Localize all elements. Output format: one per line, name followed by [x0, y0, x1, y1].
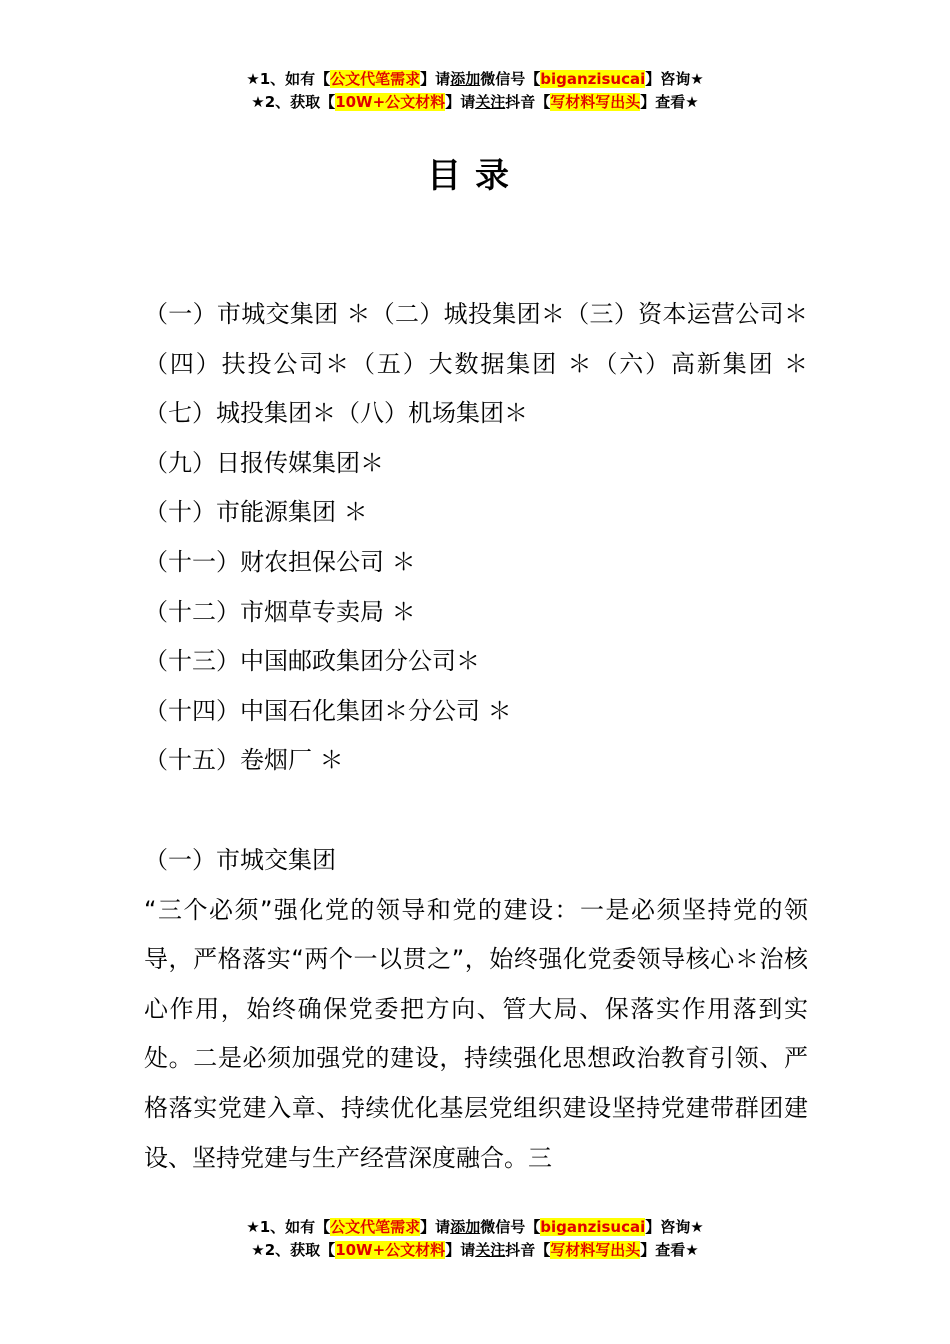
page-title: 目录 [427, 156, 523, 196]
toc-item: （十二）市烟草专卖局 ＊ [144, 597, 416, 626]
header-banner [0, 68, 950, 114]
highlight-wechat-id: biganzisucai [540, 70, 646, 88]
section-heading: （一）市城交集团 [144, 846, 336, 874]
banner-line-2: ★2、获取【10W+公文材料】请关注抖音【写材料写出头】查看★ [251, 93, 699, 111]
banner-line-2: ★2、获取【10W+公文材料】请关注抖音【写材料写出头】查看★ [251, 1241, 699, 1259]
highlight-materials: 10W+公文材料 [335, 1241, 446, 1259]
section-city-transport-group [144, 836, 808, 1183]
toc-item: （十三）中国邮政集团分公司＊ [144, 647, 480, 676]
toc-item: （十五）卷烟厂 ＊ [144, 746, 344, 775]
toc-item: （十）市能源集团 ＊ [144, 498, 368, 527]
toc-item: （十一）财农担保公司 ＊ [144, 547, 416, 576]
table-of-contents [144, 290, 808, 786]
highlight-wechat-id: biganzisucai [540, 1218, 646, 1236]
toc-first-paragraph: （一）市城交集团 ＊（二）城投集团＊（三）资本运营公司＊（四）扶投公司＊（五）大数据集团 ＊（六）高新集团 ＊（七）城投集团＊（八）机场集团＊ [144, 300, 808, 428]
section-paragraph: “三个必须”强化党的领导和党的建设：一是必须坚持党的领导，严格落实“两个一以贯之”，始终强化党委领导核心＊治核心作用，始终确保党委把方向、管大局、保落实作用落到实处。二是必须加强党的建设，持续强化思想政治教育引领、严格落实党建入章、持续优化基层党组织建设坚持党建带群团建设、坚持党建与生产经营深度融合。三 [144, 895, 808, 1172]
toc-item: （九）日报传媒集团＊ [144, 448, 384, 477]
banner-line-1: ★1、如有【公文代笔需求】请添加微信号【biganzisucai】咨询★ [246, 70, 704, 88]
footer-banner [0, 1216, 950, 1262]
highlight-materials: 10W+公文材料 [335, 93, 446, 111]
toc-item: （十四）中国石化集团＊分公司 ＊ [144, 696, 512, 725]
highlight-service: 公文代笔需求 [330, 70, 421, 88]
highlight-service: 公文代笔需求 [330, 1218, 421, 1236]
banner-line-1: ★1、如有【公文代笔需求】请添加微信号【biganzisucai】咨询★ [246, 1218, 704, 1236]
highlight-douyin: 写材料写出头 [550, 1241, 641, 1259]
highlight-douyin: 写材料写出头 [550, 93, 641, 111]
